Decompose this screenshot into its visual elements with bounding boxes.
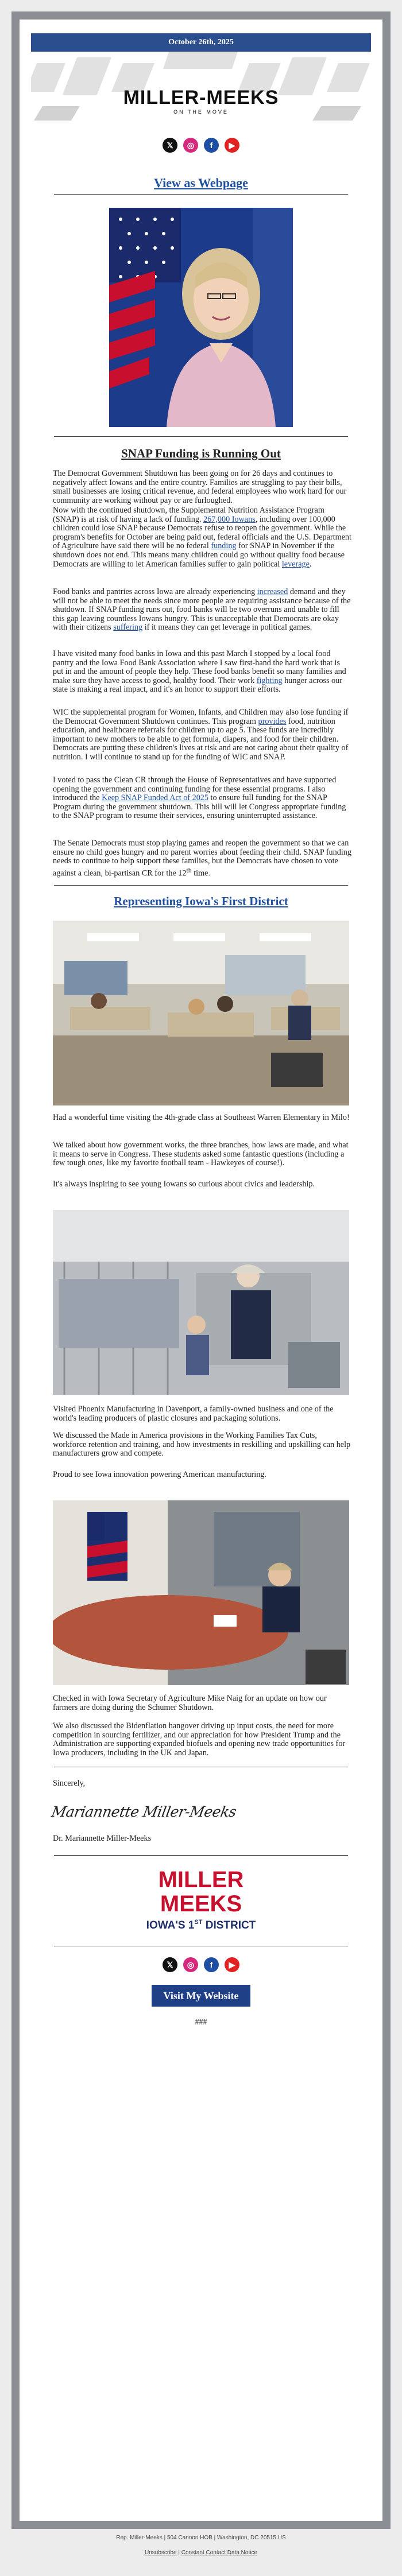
constant-contact-link[interactable]: Constant Contact Data Notice: [181, 2550, 258, 2556]
svg-text:MEEKS: MEEKS: [160, 1891, 242, 1917]
closing-name: Dr. Mariannette Miller-Meeks: [53, 1834, 152, 1843]
handwritten-signature: Mariannette Miller-Meeks: [50, 1803, 238, 1820]
footer-links: Unsubscribe | Constant Contact Data Notice: [144, 2550, 258, 2556]
link-leverage[interactable]: leverage: [281, 559, 310, 569]
link-267000-iowans[interactable]: 267,000 Iowans: [203, 514, 256, 524]
link-funding[interactable]: funding: [211, 541, 237, 551]
snap-paragraph-1: The Democrat Government Shutdown has been going on for 26 days and continues to negatively affect Iowans and the entire country. Families are struggling to pay their bills, small businesses are losing critical revenue, and federal employees who work hard for our community are working without pay or are furloughed.: [53, 469, 347, 505]
unsubscribe-link[interactable]: Unsubscribe: [144, 2550, 177, 2556]
instagram-icon[interactable]: ◎: [183, 138, 198, 153]
instagram-icon[interactable]: ◎: [183, 1957, 198, 1972]
manufacturing-caption-1: Visited Phoenix Manufacturing in Davenport, a family-owned business and one of the world's leading producers of plastic closures and packaging solutions.: [53, 1405, 334, 1423]
classroom-caption-2: We talked about how government works, the three branches, how laws are made, and what it means to serve in Congress. These students asked some fantastic questions (including a few tough ones, like my favorite football team - Hawkeyes of course!).: [53, 1140, 349, 1168]
snap-paragraph-3: Food banks and pantries across Iowa are already experiencing increased demand and they will not be able to meet the needs since more people are requiring assistance because of the shutdown. If SNAP funding runs out, food banks will be two overruns and unable to fill this gap leaving countless Iowans hungry. This is unacceptable that Democrats are okay with their citizens suffering if it means they can get leverage in political games.: [53, 587, 351, 633]
agriculture-caption-2: We also discussed the Bidenflation hangover driving up input costs, the need for more competition in sourcing fertilizer, and our appreciation for how President Trump and the Administration are supporting expanded biofuels and opening new trade opportunities for Iowa producers, including in the UK and Japan.: [53, 1721, 346, 1758]
svg-text:IOWA'S 1ST DISTRICT: IOWA'S 1ST DISTRICT: [146, 1919, 256, 1931]
link-suffering[interactable]: suffering: [113, 623, 143, 633]
link-provides[interactable]: provides: [258, 716, 287, 726]
header-logo-tagline: ON THE MOVE: [173, 109, 229, 115]
email-card: [20, 20, 382, 2521]
footer-address: Rep. Miller-Meeks | 504 Cannon HOB | Washington, DC 20515 US: [116, 2535, 286, 2541]
snap-paragraph-4: I have visited many food banks in Iowa and this past March I stopped by a local food pantry and the Iowa Food Bank Association where I saw first-hand the hard work that is put in and the amount of people they help. These food banks benefit so many families and make sure they have access to good, healthy food. Their work fighting hunger across our state is making a real impact, and it's an honor to support their efforts.: [53, 649, 346, 695]
district-heading[interactable]: Representing Iowa's First District: [114, 894, 288, 908]
facebook-icon[interactable]: f: [204, 1957, 219, 1972]
classroom-caption-3: It's always inspiring to see young Iowans so curious about civics and leadership.: [53, 1180, 315, 1189]
classroom-photo: [53, 921, 349, 1105]
view-as-webpage-link[interactable]: View as Webpage: [154, 176, 248, 190]
link-fighting[interactable]: fighting: [256, 676, 283, 685]
classroom-caption-1: Had a wonderful time visiting the 4th-grade class at Southeast Warren Elementary in Milo!: [53, 1113, 350, 1122]
snap-heading: SNAP Funding is Running Out: [121, 447, 281, 460]
portrait-photo: [109, 208, 293, 427]
header-logo-name: MILLER-MEEKS: [123, 87, 279, 108]
social-icons-top: [20, 138, 382, 153]
date-bar: October 26th, 2025: [31, 33, 371, 52]
visit-website-button[interactable]: Visit My Website: [152, 1985, 250, 2007]
header-banner: [31, 52, 371, 127]
manufacturing-caption-3: Proud to see Iowa innovation powering American manufacturing.: [53, 1470, 266, 1479]
x-icon[interactable]: 𝕏: [163, 138, 177, 153]
svg-text:MILLER: MILLER: [158, 1867, 244, 1892]
snap-paragraph-2: Now with the continued shutdown, the Supplemental Nutrition Assistance Program (SNAP) is at risk of having a lack of funding. 267,000 Iowans, including over 100,000 children could lose SNAP because Democrats refuse to reopen the government. While the program's benefits for October are being paid out, federal officials and the U.S. Department of Agriculture have said there will be no federal funding for SNAP in November if the shutdown does not end. This means many children could go without quality food because Democrats are willing to let American families suffer to gain political leverage.: [53, 506, 351, 569]
social-icons-bottom: [20, 1957, 382, 1972]
agriculture-caption-1: Checked in with Iowa Secretary of Agriculture Mike Naig for an update on how our farmers are doing during the Schumer Shutdown.: [53, 1694, 327, 1712]
end-marker: ###: [195, 2018, 207, 2027]
sincerely-text: Sincerely,: [53, 1779, 86, 1788]
facebook-icon[interactable]: f: [204, 138, 219, 153]
email-frame: [11, 11, 391, 2529]
link-keep-snap-funded-act[interactable]: Keep SNAP Funded Act of 2025: [102, 793, 208, 803]
district-logo-graphic: [144, 1864, 258, 1934]
snap-paragraph-5: WIC the supplemental program for Women, Infants, and Children may also lose funding if the Democrat Government Shutdown continues. This program provides food, nutrition education, and healthcare referrals for children up to age 5. These funds are incredibly important to new mothers to be able to get formula, diapers, and food for their children. Democrats are putting these children's lives at risk and are not caring about their quality of nutrition. I will continue to stand up for the funding of WIC and SNAP.: [53, 708, 349, 762]
youtube-icon[interactable]: ▶: [225, 1957, 239, 1972]
x-icon[interactable]: 𝕏: [163, 1957, 177, 1972]
divider: [54, 436, 348, 437]
snap-paragraph-6: I voted to pass the Clean CR through the House of Representatives and have supported opening the government and continuing funding for these essential programs. I also introduced the Keep SNAP Funded Act of 2025 to ensure full funding for the SNAP Program during the government shutdown. This bill will let Congress appropriate funding to the SNAP program to resume their services, ensuring uninterrupted assistance.: [53, 775, 346, 821]
manufacturing-photo: [53, 1210, 349, 1395]
district-logo: [144, 1864, 258, 1934]
divider: [54, 885, 348, 886]
divider: [54, 1855, 348, 1856]
agriculture-meeting-photo: [53, 1500, 349, 1685]
snap-paragraph-7: The Senate Democrats must stop playing games and reopen the government so that we can ensure no child goes hungry and no parent worries about feeding their child. SNAP funding needs to continue to help support these families, but the Democrats have chosen to vote against a clean, bi-partisan CR for the 12th time.: [53, 839, 351, 878]
youtube-icon[interactable]: ▶: [225, 138, 239, 153]
link-increased[interactable]: increased: [257, 587, 288, 596]
manufacturing-caption-2: We discussed the Made in America provisions in the Working Families Tax Cuts, workforce retention and training, and how investments in reskilling and upskilling can help manufacturers grow and compete.: [53, 1431, 351, 1458]
divider: [54, 194, 348, 195]
